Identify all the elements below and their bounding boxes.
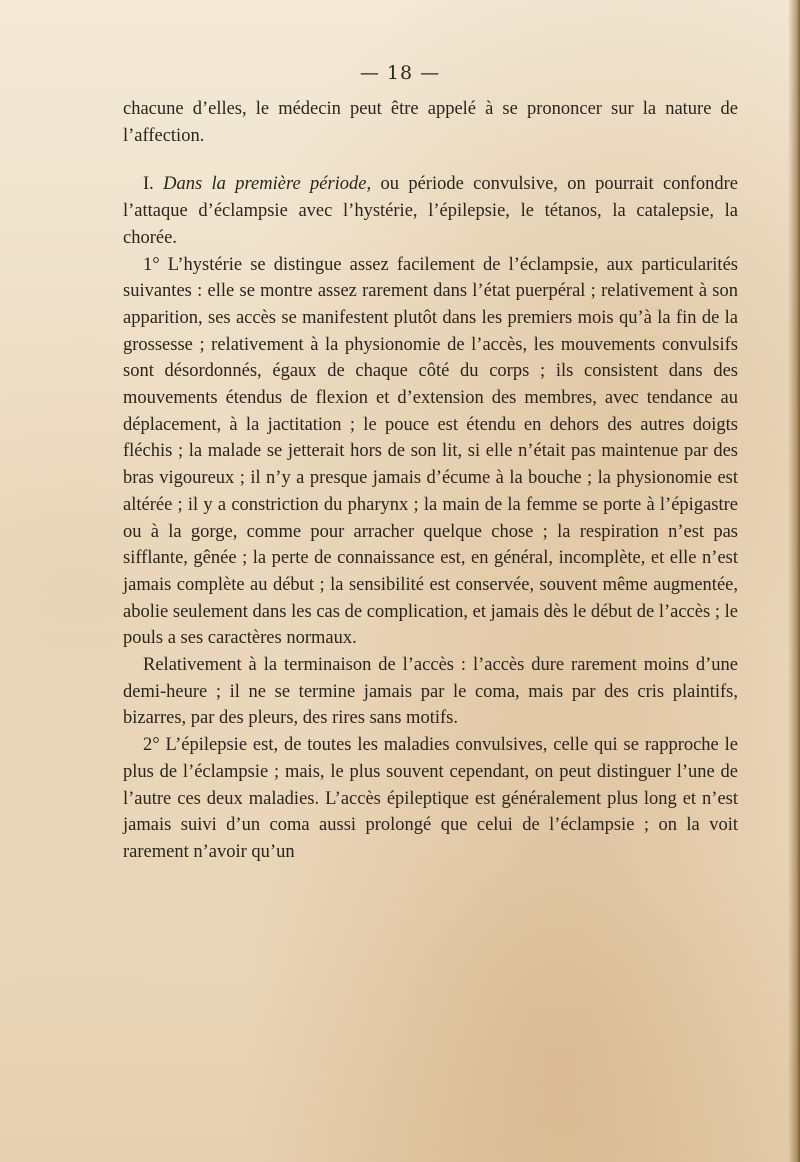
section-emphasis: Dans la première période: [163, 174, 367, 195]
paragraph-section-i: [123, 171, 738, 251]
body-text: [123, 96, 738, 866]
paragraph-continuation: chacune d’elles, le médecin peut être appelé à se prononcer sur la nature de l’affection.: [123, 99, 738, 146]
paragraph-hysteria: 1° L’hystérie se distingue assez facilement de l’éclampsie, aux particularités suivantes : elle se montre assez rarement dans l’état puerpéral ; relativement à son apparition, ses accès se manifestent plutôt dans les premiers mois qu’à la fin de la grossesse ; relativement à la physionomie de l’accès, les mouvements convulsifs sont désordonnés, égaux de chaque côté du corps ; ils consistent dans des mouvements étendus de flexion et d’extension des membres, avec tendance au déplacement, à la jactitation ; le pouce est étendu en dehors des autres doigts fléchis ; la malade se jetterait hors de son lit, si elle n’était pas maintenue par des bras vigoureux ; il n’y a presque jamais d’écume à la bouche ; la physionomie est altérée ; il y a constriction du pharynx ; la main de la femme se porte à l’épigastre ou à la gorge, comme pour arracher quelque chose ; la respiration n’est pas sifflante, gênée ; la perte de connaissance est, en général, incomplète, et elle n’est jamais complète au début ; la sensibilité est conservée, souvent même augmentée, abolie seulement dans les cas de complication, et jamais dès le début de l’accès ; le pouls a ses caractères normaux.: [123, 254, 738, 649]
page-number: — 18 —: [359, 62, 441, 84]
section-text: , ou période convulsive, on pourrait confondre l’attaque d’éclampsie avec l’hystérie, l’épilepsie, le tétanos, la catalepsie, la chorée.: [123, 174, 738, 248]
page-edge-shadow: [788, 0, 800, 1162]
paragraph-termination: Relativement à la terminaison de l’accès : l’accès dure rarement moins d’une demi-heure ; il ne se termine jamais par le coma, mais par des cris plaintifs, bizarres, par des pleurs, des rires sans motifs.: [123, 655, 738, 729]
paragraph-epilepsy: 2° L’épilepsie est, de toutes les maladies convulsives, celle qui se rapproche le plus de l’éclampsie ; mais, le plus souvent cependant, on peut distinguer l’une de l’autre ces deux maladies. L’accès épileptique est généralement plus long et n’est jamais suivi d’un coma aussi prolongé que celui de l’éclampsie ; on la voit rarement n’avoir qu’un: [123, 735, 738, 862]
section-number: I.: [143, 174, 164, 195]
